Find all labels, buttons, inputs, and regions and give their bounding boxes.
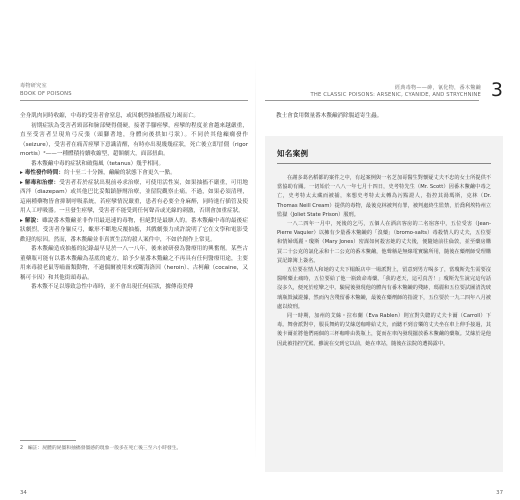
left-running-head bbox=[20, 83, 72, 98]
chapter-number: 3 bbox=[490, 79, 503, 101]
bullet-text: 雖說番木鱉鹼並非作用最迅速的毒物，但絕對是最駭人的。番木鱉鹼中毒的最後症狀劇烈，受害者身軀反弓，蠍形不斷地反覆抽搐，其戲劇張力成許說明了它在文學和電影受歡迎的原因。然而，番木鱉鹼並非真實生活的殺人案件中，不如於創作上常見。 bbox=[20, 217, 248, 243]
bullet-marker: ▸ bbox=[20, 217, 25, 224]
case-sidebar bbox=[265, 136, 503, 472]
case-body bbox=[277, 174, 491, 349]
bullet-term: 毒性發作時間： bbox=[24, 170, 64, 176]
bullet-text: 受害者若於症狀出現前尋求治療，可使用活性炭，如果抽搐不嚴重，可用地西泮（diazepam）或其他巴比妥類鎮靜劑治療，並留院觀察止痛。不過，如果必須清理，這兩種藥物皆會抑制呼吸系統，若痙攣情況嚴重，患者有必要全身麻醉，同時進行插管及使用人工呼吸器。一旦發生痙攣，受害者不能受到任何聲音或光線的刺激，否則會加重症狀。 bbox=[20, 179, 248, 214]
footnote: 2 編註：屍體的屍僵和抽搐發僵感的現象一般多在死亡後三至六小時發生。 bbox=[20, 446, 182, 451]
page-number: 37 bbox=[496, 490, 503, 496]
header-rule bbox=[265, 100, 479, 101]
paragraph: 全身肌肉同時收縮，中毒的受害者會窒息，或因劇烈抽搐筋疲力竭而亡。 bbox=[20, 113, 200, 119]
paragraph: 番木鱉鹼造成抽搐的紀錄最早見於一八一八年，後來被研發為醫療用的興奮劑。某些古董藥瓶可能有以番木鱉鹼為基底的處方，給予少量番木鱉鹼之不再具有任何醫療用途，主要用來毒殺老鼠等嚙齒類動物，不過偶爾被用來戒斷海洛因（heroin）、古柯鹼（cocaine，又稱可卡因）和其他街頭毒品。 bbox=[20, 246, 248, 281]
paragraph: 初期症狀為受害者頸部和臉部變得僵硬，接著手腳痙攣，痙攣的程度並會越來越嚴重，直至受害者呈現角弓反張（頭腳著地，身體向後拱如弓狀）。不同於其他癲癇發作（seizure），受害者在痛苦痙攣下意識清醒，有時亦出現幾幾症狀，死亡後立即冒僵（rigor mortis）²——一種體積持續收縮型，超額劇大，面部扭曲。 bbox=[20, 122, 248, 157]
page-number: 34 bbox=[20, 490, 27, 496]
right-body bbox=[265, 112, 503, 122]
right-page bbox=[265, 60, 503, 496]
bullet-marker: ▸ bbox=[20, 179, 25, 186]
paragraph: 五位要在情人和她的丈夫下榻飯店中一場派對上，留意到男方喝多了，當瓊斯先生需要沒醫喉藥止痛時，五位要給了他一瓶致命毒藥。「我的老天，這可真苦！」瓊斯先生說完這句話沒多久，便死於痙攣之中。驗屍後發現他的體內有番木鱉鹼的殘跡，瑪麗和五位要試圖清洗玻璃瓶毀滅證據，然而內含殘留番木鱉鹼，最後在藥劑師的指證下，五位要於一九二四年八月被處以絞刑。 bbox=[277, 267, 491, 310]
bullet-term: 解說： bbox=[24, 217, 43, 224]
header-rule bbox=[20, 100, 248, 101]
bullet-item bbox=[20, 217, 248, 246]
running-head-title: 毒物研究室 bbox=[20, 83, 47, 89]
paragraph: 番木鱉鹼中毒的症狀和破傷風（tetanus）幾乎相同。 bbox=[31, 160, 165, 167]
bullet-marker: ▸ bbox=[20, 170, 25, 176]
bullet-text: 約十至二十分鐘，鹼鹼的狀態下會更久一點。 bbox=[63, 170, 176, 176]
paragraph: 一八二四年一月中，死後的乞丐，五個人在酒店客房的二名宿客中，五位受害（Jean-Pierre Vaquier）以擁有少量番木鱉鹼的「溴藥」（bromo-salts）毒殺情人的丈夫，五位要和情婦瑪麗・瓊斯（Mary Jones）密謀如何殺害她的丈夫後，便隨她前往倫敦，並至藥房購買二十公克的氯化汞和十二公克的番木鱉鹼，他聲稱是無線電實驗所用，隨後在藥劑師受理購買記錄簿上簽名。 bbox=[277, 221, 491, 264]
case-title-rule bbox=[277, 163, 491, 164]
paragraph: 同一時期，加州的艾絲・拉布蘭（Eva Rablen）則宣對失聰的丈夫卡爾（Carroll）下毒。舞會派對中，服長舞約的艾絲送咖啡給丈夫，而聽不到音樂的丈夫坐在車上伸手接過，其後卡爾並將他們兩個的三杯咖啡由裝瓶上，從而在車內發現擺放番木鱉鹼的藥瓶。艾絲於是他因此被指控咒罵。雖說在交到它以前，她在車站，隨後在法院的遭揭露中。 bbox=[277, 313, 491, 347]
paragraph: 教士會食用微量番木鱉鹼消除腸道寄生蟲。 bbox=[276, 113, 383, 119]
bullet-term: 解毒和治療： bbox=[24, 179, 60, 186]
bullet-item bbox=[20, 169, 248, 179]
running-head-title: 經典毒物——砷，氰化物，番木鱉鹼 bbox=[394, 85, 481, 91]
paragraph: 在謝多葛名稻都的案件之中，有起案例與一名芝加哥醫生對懷疑丈夫不忠的女士所提供不當協助有關。一切始於一八八一年七月十四日，史考特先生（Mr. Scott）因番木鱉鹼中毒之亡，史考特太太藏而被捕，來想史考特太太轉為污點證人，指控其湯瑪斯，克林（Dr. Thomas Neill Cream）提供的毒物，最後克林被判有罪，被判處終生監禁，於喬利埃特州立監獄（Joliet State Prison）服刑。 bbox=[277, 175, 491, 218]
running-head-subtitle: BOOK OF POISONS bbox=[20, 91, 72, 97]
left-body bbox=[20, 112, 248, 293]
bullet-item bbox=[20, 179, 248, 217]
paragraph: 番木鱉不足以導致急性中毒時，並不會出現任何症狀，據傳南美傳 bbox=[31, 284, 194, 290]
left-page bbox=[20, 60, 248, 496]
running-head-subtitle: THE CLASSIC POISONS: ARSENIC, CYANIDE, AND STRYCHNINE bbox=[310, 92, 481, 98]
footnote-rule bbox=[20, 440, 76, 441]
right-running-head bbox=[310, 85, 481, 99]
case-title: 知名案例 bbox=[277, 149, 309, 158]
